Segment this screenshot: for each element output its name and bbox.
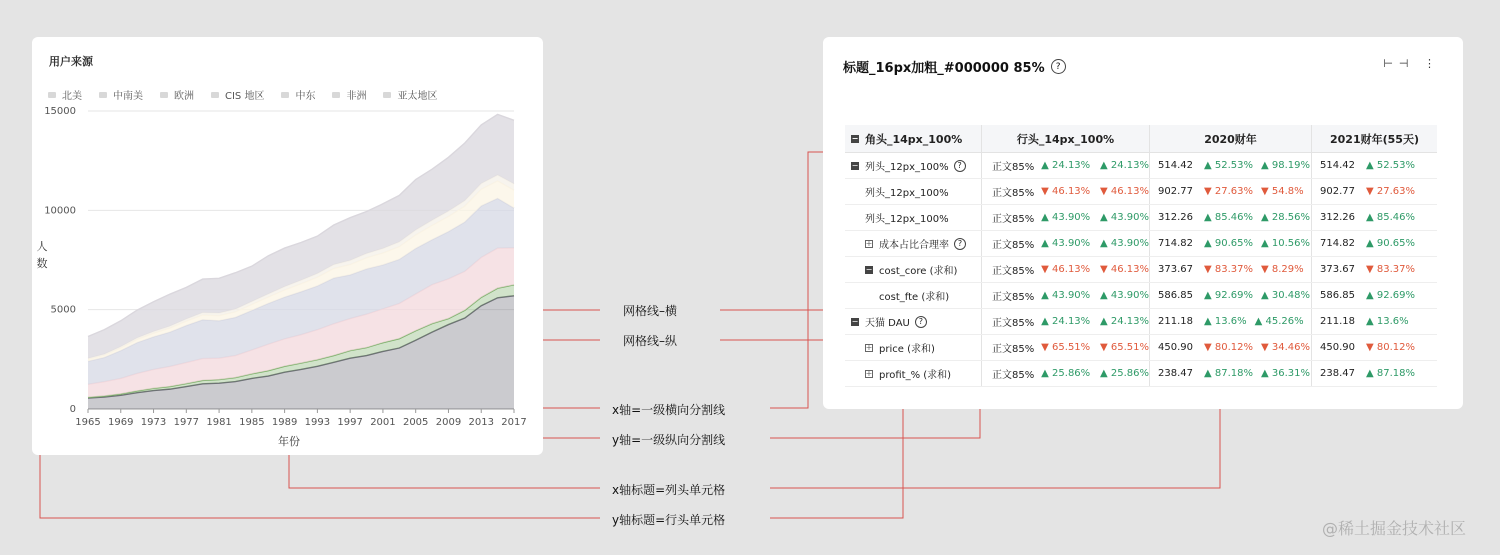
delta-value: ▲ 24.13% [1041,160,1091,171]
table-title [843,57,1066,76]
body-text: 正文85% [992,214,1035,225]
value: 238.47 [1158,368,1193,379]
fy2020-cell [1150,335,1312,360]
value: 902.77 [1158,186,1193,197]
x-axis-title: 年份 [278,435,300,448]
fy2021-cell [1312,283,1437,308]
table-title-text: 标题_16px加粗_#000000 85% [843,61,1045,76]
delta-value: ▲ 24.13% [1100,160,1149,171]
x-tick-label: 1973 [140,417,167,428]
delta-value: ▲ 87.18% [1366,368,1415,379]
fy2020-cell [1150,179,1312,204]
delta-value: ▲ 36.31% [1261,368,1310,379]
fy2021-cell [1312,257,1437,282]
fy2020-cell [1150,309,1312,334]
delta-value: ▲ 28.56% [1261,212,1310,223]
table-row [845,179,1437,205]
row-label: price (求和) [879,344,935,355]
x-tick-label: 1989 [271,417,298,428]
x-tick-label: 2001 [370,417,396,428]
body-text: 正文85% [992,292,1035,303]
expand-icon[interactable]: + [865,368,873,378]
collapse-icon[interactable]: − [865,264,873,274]
delta-value: ▲ 92.69% [1204,290,1253,301]
delta-value: ▲ 13.6% [1204,316,1247,327]
value: 238.47 [1320,368,1355,379]
delta-value: ▼ 27.63% [1366,186,1415,197]
annotation-y-axis: y轴=一级纵向分割线 [612,433,726,447]
x-tick-label: 1977 [173,417,200,428]
annotation-grid-vertical: 网格线–纵 [623,334,678,348]
x-tick-label: 1981 [206,417,232,428]
annotation-x-axis: x轴=一级横向分割线 [612,403,726,417]
table-row [845,231,1437,257]
delta-value: ▼ 83.37% [1366,264,1415,275]
delta-value: ▲ 25.86% [1041,368,1091,379]
chart-card [32,37,543,455]
table-row [845,283,1437,309]
row-label: 列头_12px_100% [865,214,949,225]
annotation-x-title: x轴标题=列头单元格 [612,483,726,497]
row-label-cell[interactable] [845,283,982,308]
legend-label: 中南美 [113,91,143,102]
legend-label: 亚太地区 [397,91,438,102]
x-tick-label: 1985 [239,417,265,428]
delta-value: ▲ 43.90% [1100,238,1149,249]
row-label: cost_fte (求和) [879,292,950,303]
delta-value: ▲ 24.13% [1041,316,1091,327]
delta-value: ▼ 65.51% [1041,342,1091,353]
value: 714.82 [1320,238,1355,249]
value: 211.18 [1320,316,1355,327]
y-tick-label: 10000 [44,205,76,217]
value: 312.26 [1158,212,1193,223]
body-text: 正文85% [992,266,1035,277]
delta-value: ▼ 27.63% [1204,186,1253,197]
table-row [845,309,1437,335]
row-head-cell [982,205,1150,230]
x-tick-label: 1969 [108,417,134,428]
annotation-grid-horizontal: 网格线–横 [623,304,678,318]
value: 714.82 [1158,238,1193,249]
legend-label: 欧洲 [174,91,194,102]
fy2021-cell [1312,231,1437,256]
col-header-2020: 2020财年 [1150,125,1312,152]
x-tick-label: 1965 [75,417,101,428]
fy2020-cell [1150,257,1312,282]
row-label-cell[interactable] [845,205,982,230]
collapse-icon[interactable]: − [851,316,859,326]
delta-value: ▲ 52.53% [1366,160,1415,171]
row-head-cell [982,361,1150,386]
row-label-cell[interactable] [845,153,982,178]
corner-header[interactable] [845,125,982,152]
value: 902.77 [1320,186,1355,197]
delta-value: ▼ 46.13% [1100,186,1149,197]
delta-value: ▲ 13.6% [1366,316,1409,327]
table-row [845,205,1437,231]
y-tick-label: 0 [69,404,76,415]
table-row [845,335,1437,361]
row-label: 列头_12px_100% [865,162,949,173]
delta-value: ▼ 54.8% [1261,186,1304,197]
table-toolbar-icons[interactable]: ⊢⊣ ⋮ [1383,57,1441,70]
value: 312.26 [1320,212,1355,223]
delta-value: ▲ 45.26% [1254,316,1304,327]
value: 211.18 [1158,316,1193,327]
fy2021-cell [1312,153,1437,178]
row-head-cell [982,335,1150,360]
delta-value: ▲ 52.53% [1204,160,1253,171]
row-head-cell [982,231,1150,256]
row-label: 天猫 DAU [865,318,910,329]
row-label-cell[interactable] [845,231,982,256]
delta-value: ▼ 8.29% [1261,264,1304,275]
row-label-cell[interactable] [845,361,982,386]
legend-label: 中东 [295,91,316,102]
row-head-cell [982,153,1150,178]
fy2021-cell [1312,361,1437,386]
fy2021-cell [1312,205,1437,230]
expand-icon[interactable]: + [865,342,873,352]
row-label-cell[interactable] [845,257,982,282]
chart-title: 用户来源 [49,55,93,68]
y-tick-label: 15000 [44,106,76,117]
legend-label: 非洲 [346,91,367,102]
delta-value: ▼ 80.12% [1204,342,1253,353]
delta-value: ▲ 90.65% [1204,238,1253,249]
row-head-cell [982,283,1150,308]
row-label: cost_core (求和) [879,266,958,277]
row-label-cell[interactable] [845,179,982,204]
legend-label: CIS 地区 [225,91,265,102]
body-text: 正文85% [992,344,1035,355]
table-row [845,257,1437,283]
value: 373.67 [1158,264,1193,275]
delta-value: ▼ 46.13% [1100,264,1149,275]
x-tick-label: 2017 [501,417,527,428]
fy2021-cell [1312,335,1437,360]
table-row [845,153,1437,179]
table-header-row [845,125,1437,153]
delta-value: ▲ 43.90% [1100,290,1149,301]
x-tick-label: 2009 [435,417,462,428]
body-text: 正文85% [992,188,1035,199]
value: 586.85 [1320,290,1355,301]
pivot-table-card [823,37,1463,409]
delta-value: ▼ 80.12% [1366,342,1415,353]
area-chart [32,37,543,455]
row-label: profit_% (求和) [879,370,952,381]
expand-icon[interactable]: + [865,238,873,248]
delta-value: ▲ 85.46% [1366,212,1415,223]
fy2021-cell [1312,179,1437,204]
delta-value: ▲ 30.48% [1261,290,1310,301]
fy2021-cell [1312,309,1437,334]
value: 450.90 [1320,342,1355,353]
col-header-2021: 2021财年(55天) [1330,132,1419,146]
help-icon[interactable]: ? [954,160,966,172]
y-tick-label: 5000 [50,304,76,316]
value: 450.90 [1158,342,1193,353]
row-head-cell [982,309,1150,334]
value: 514.42 [1320,160,1355,171]
body-text: 正文85% [992,318,1035,329]
delta-value: ▼ 46.13% [1041,186,1091,197]
fy2020-cell [1150,283,1312,308]
delta-value: ▼ 46.13% [1041,264,1091,275]
delta-value: ▲ 87.18% [1204,368,1253,379]
fy2020-cell [1150,153,1312,178]
delta-value: ▲ 10.56% [1261,238,1310,249]
delta-value: ▼ 83.37% [1204,264,1253,275]
pivot-table [845,125,1437,389]
y-axis-title: 人数 [36,240,48,270]
x-tick-label: 1993 [304,417,331,428]
delta-value: ▼ 65.51% [1100,342,1149,353]
row-head-cell [982,179,1150,204]
delta-value: ▲ 92.69% [1366,290,1415,301]
x-tick-label: 1997 [337,417,363,428]
fy2020-cell [1150,205,1312,230]
body-text: 正文85% [992,240,1035,251]
delta-value: ▲ 98.19% [1261,160,1310,171]
row-label: 成本占比合理率 [879,240,949,251]
delta-value: ▲ 90.65% [1366,238,1415,249]
delta-value: ▲ 85.46% [1204,212,1253,223]
delta-value: ▼ 34.46% [1261,342,1310,353]
value: 586.85 [1158,290,1193,301]
delta-value: ▲ 24.13% [1100,316,1149,327]
value: 514.42 [1158,160,1193,171]
table-row [845,361,1437,387]
row-header: 行头_14px_100% [982,125,1150,152]
row-head-cell [982,257,1150,282]
pivot-body [845,153,1437,387]
annotation-y-title: y轴标题=行头单元格 [612,513,726,527]
x-tick-label: 2005 [402,417,429,428]
help-icon[interactable]: ? [1051,59,1066,74]
corner-header-label: 角头_14px_100% [865,132,963,146]
delta-value: ▲ 43.90% [1041,238,1091,249]
delta-value: ▲ 43.90% [1100,212,1149,223]
row-label-cell[interactable] [845,335,982,360]
collapse-icon[interactable]: − [851,133,859,143]
collapse-icon[interactable]: − [851,160,859,170]
legend-label: 北美 [62,91,82,102]
x-tick-label: 2013 [468,417,494,428]
body-text: 正文85% [992,162,1035,173]
fy2020-cell [1150,231,1312,256]
delta-value: ▲ 25.86% [1100,368,1149,379]
value: 373.67 [1320,264,1355,275]
help-icon[interactable]: ? [954,238,966,250]
body-text: 正文85% [992,370,1035,381]
delta-value: ▲ 43.90% [1041,290,1091,301]
row-label-cell[interactable] [845,309,982,334]
delta-value: ▲ 43.90% [1041,212,1091,223]
fy2020-cell [1150,361,1312,386]
help-icon[interactable]: ? [915,316,927,328]
row-label: 列头_12px_100% [865,188,949,199]
watermark: @稀土掘金技术社区 [1322,519,1467,538]
